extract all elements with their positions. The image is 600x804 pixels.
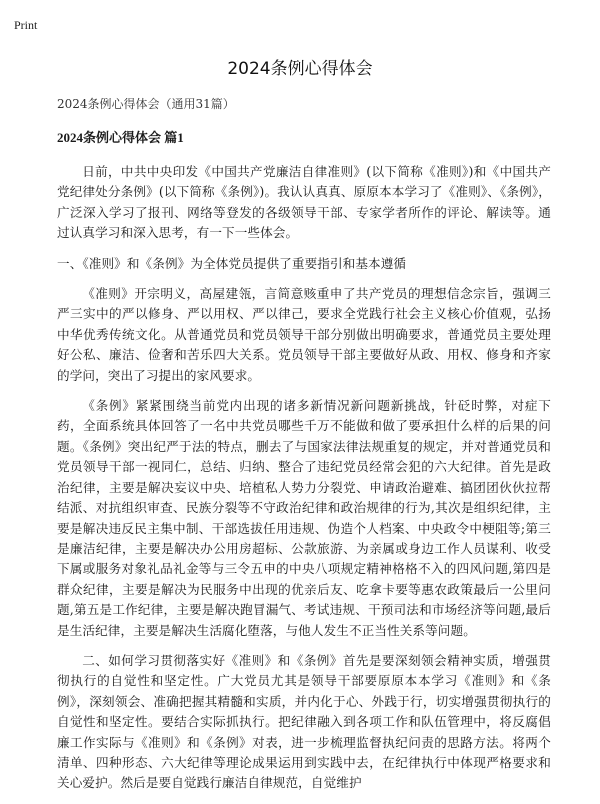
- paragraph-heading-two: 二、如何学习贯彻落实好《准则》和《条例》首先是要深刻领会精神实质，增强贯彻执行的自觉性和坚定性。广大党员尤其是领导干部要原原本本学习《准则》和《条例》，深刻领会、准确把握其精髓和实质，并内化于心、外践于行，切实增强贯彻执行的自觉性和坚定性。要结合实际抓执行。把纪律融入到各项工作和队伍管理中，将反腐倡廉工作实际与《准则》和《条例》对表，进一步梳理监督执纪问责的思路方法。将两个清单、四种形态、六大纪律等理论成果运用到实践中去，在纪律执行中体现严格要求和关心爱护。然后是要自觉践行廉洁自律规范，自觉维护: [57, 652, 551, 791]
- paragraph-intro: 日前，中共中央印发《中国共产党廉洁自律准则》(以下简称《准则》)和《中国共产党纪律处分条例》(以下简称《条例》)。我认认真真、原原本本学习了《准则》、《条例》，广泛深入学习了报刊、网络等登发的各级领导干部、专家学者所作的评论、解读等。通过认真学习和深入思考，有一下一些体会。: [57, 164, 551, 241]
- print-link[interactable]: Print: [14, 18, 38, 32]
- page-title: 2024条例心得体会: [227, 59, 373, 79]
- section-heading: 2024条例心得体会 篇1: [57, 130, 184, 145]
- article-body: [57, 96, 551, 804]
- paragraph-heading-one: 一、《准则》和《条例》为全体党员提供了重要指引和基本遵循: [57, 255, 407, 271]
- article-subtitle: 2024条例心得体会（通用31篇）: [57, 97, 235, 111]
- paragraph-tiaoli: 《条例》紧紧围绕当前党内出现的诸多新情况新问题新挑战，针砭时弊，对症下药，全面系统具体回答了一名中共党员哪些千万不能做和做了要承担什么样的后果的问题。《条例》突出纪严于法的特点，删去了与国家法律法规重复的规定，并对普通党员和党员领导干部一视同仁，总结、归纳、整合了违纪党员经常会犯的六大纪律。首先是政治纪律，主要是解决妄议中央、培植私人势力分裂党、申请政治避难、搞团团伙伙拉帮结派、对抗组织审查、民族分裂等不守政治纪律和政治规律的行为,其次是组织纪律，主要是解决违反民主集中制、干部选拔任用违规、伪造个人档案、中央政令中梗阻等;第三是廉洁纪律，主要是解决办公用房超标、公款旅游、为亲属或身边工作人员谋利、收受下属或服务对象礼品礼金等与三令五申的中央八项规定精神格格不入的四风问题,第四是群众纪律，主要是解决为民服务中出现的优亲后友、吃拿卡要等惠农政策最后一公里问题,第五是工作纪律，主要是解决跑冒漏气、考试违规、干预司法和市场经济等问题,最后是生活纪律，主要是解决生活腐化堕落，与他人发生不正当性关系等问题。: [57, 398, 551, 638]
- paragraph-zhunze: 《准则》开宗明义，高屋建瓴，言简意赅重申了共产党员的理想信念宗旨，强调三严三实中的严以修身、严以用权、严以律己，要求全党践行社会主义核心价值观，弘扬中华优秀传统文化。从普通党员和党员领导干部分别做出明确要求，普通党员主要处理好公私、廉洁、俭奢和苦乐四大关系。党员领导干部主要做好从政、用权、修身和齐家的学问，突出了习提出的家风要求。: [57, 286, 551, 383]
